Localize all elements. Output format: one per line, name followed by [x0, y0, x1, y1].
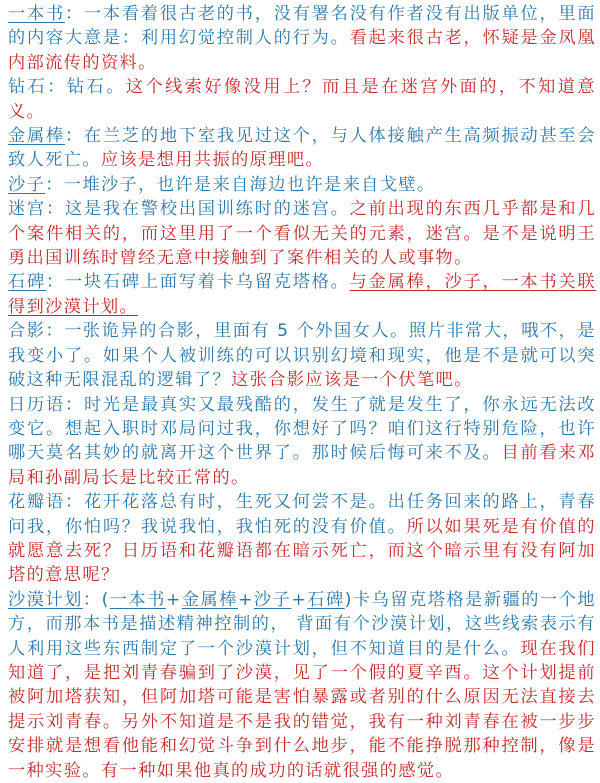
component-sand: 沙子: [253, 589, 292, 610]
entry-petal-words: [8, 490, 596, 588]
separator: ：: [45, 199, 65, 220]
term-description: 花开花落总有时，生死又何尝不是。出任务回来的路上，青春问我，你怕吗？我说我怕，我怕死的没有价值。: [8, 492, 596, 537]
entry-sand: [8, 173, 596, 197]
term-note: 这个线索好像没用上？而且是在迷宫外面的，不知道意义。: [8, 77, 596, 122]
term-label: 金属棒: [8, 126, 65, 147]
term-label: 石碑: [8, 272, 46, 293]
term-description: 一块石碑上面写着卡乌留克塔格。: [64, 272, 350, 293]
separator: ：: [64, 492, 84, 513]
term-description: 钻石。: [66, 77, 126, 98]
term-note: 应该是想用共振的原理吧。: [100, 150, 325, 171]
term-label: 沙漠计划: [8, 589, 83, 610]
term-label: 日历语: [8, 394, 65, 415]
entry-stele: [8, 270, 596, 319]
entry-metal-rod: [8, 124, 596, 173]
component-book: 一本书: [109, 589, 166, 610]
term-note: 之前出现的东西几乎都是和几个案件相关的，而这里用了一个看似无关的元素，迷宫。是不是说明王勇出国训练时曾经无意中接触到了案件相关的人或事物。: [8, 199, 596, 269]
term-description: 时光是最真实又最残酷的，发生了就是发生了，你永远无法改变它。想起入职时邓局问过我，你想好了吗？咱们这行特别危险，也许哪天莫名其妙的就离开这个世界了。那时候后悔可来不及。: [8, 394, 596, 464]
separator: ：: [45, 272, 65, 293]
term-description: 卡乌留克塔格是新疆的一个地方，而那本书是描述精神控制的， 背面有个沙漠计划，这些线索表示有人利用这些东西制定了一个沙漠计划，但不知道目的是什么。: [8, 589, 597, 659]
term-label: 钻石: [8, 77, 48, 98]
separator: ：: [64, 394, 84, 415]
term-description: 在兰芝的地下室我见过这个，与人体接触产生高频振动甚至会致人死亡。: [8, 126, 596, 171]
entry-diamond: [8, 75, 596, 124]
entry-group-photo: [8, 319, 596, 392]
term-note: 看起来很古老，怀疑是金凤凰内部流传的资料。: [8, 28, 597, 73]
term-label: 沙子: [8, 174, 46, 195]
term-description: 一本看着很古老的书，没有署名没有作者没有出版单位，里面的内容大意是：利用幻觉控制人的行为。: [8, 4, 596, 49]
separator: ：: [45, 321, 65, 342]
term-description: 这是我在警校出国训练时的迷宫。: [64, 199, 350, 220]
separator: ：: [64, 4, 84, 24]
component-stele: 石碑: [307, 589, 345, 610]
components-group: (一本书+金属棒+沙子+石碑): [101, 589, 353, 610]
separator: ：: [64, 126, 84, 147]
entry-desert-plan: [8, 588, 596, 783]
separator: ：: [47, 77, 67, 98]
term-label: 花瓣语: [8, 492, 65, 513]
term-note: 目前看来邓局和孙副局长是比较正常的。: [8, 443, 596, 488]
separator: ：: [45, 174, 64, 195]
term-label: 合影: [8, 321, 46, 342]
entry-book: [8, 2, 596, 75]
term-note: 所以如果死是有价值的就愿意去死？日历语和花瓣语都在暗示死亡，而这个暗示里有没有阿加塔的意思呢？: [8, 516, 596, 586]
entry-calendar-words: [8, 393, 596, 491]
term-label: 迷宫: [8, 199, 46, 220]
entry-maze: [8, 197, 596, 270]
term-note: 这张合影应该是一个伏笔吧。: [231, 370, 473, 391]
term-label: 一本书: [8, 4, 65, 24]
component-metal-rod: 金属棒: [181, 589, 238, 610]
term-note: 现在我们知道了，是把刘青春骗到了沙漠，见了一个假的夏辛酉。这个计划提前被阿加塔获知，但阿加塔可能是害怕暴露或者别的什么原因无法直接去提示刘青春。另外不知道是不是我的错觉，我有一种刘青春在被一步步安排就是想看他能和幻觉斗争到什么地步，能不能挣脱那种控制，像是一种实验。有一种如果他真的成功的话就很强的感觉。: [8, 638, 596, 781]
term-note: 与金属棒，沙子，一本书关联得到沙漠计划。: [8, 272, 596, 317]
term-description: 一堆沙子，也许是来自海边也许是来自戈壁。: [63, 174, 436, 195]
separator: ：: [82, 589, 102, 610]
term-description: 一张诡异的合影，里面有 5 个外国女人。照片非常大，哦不，是我变小了。如果个人被训练的可以识别幻境和现实，他是不是就可以突破这种无限混乱的逻辑了？: [8, 321, 596, 391]
